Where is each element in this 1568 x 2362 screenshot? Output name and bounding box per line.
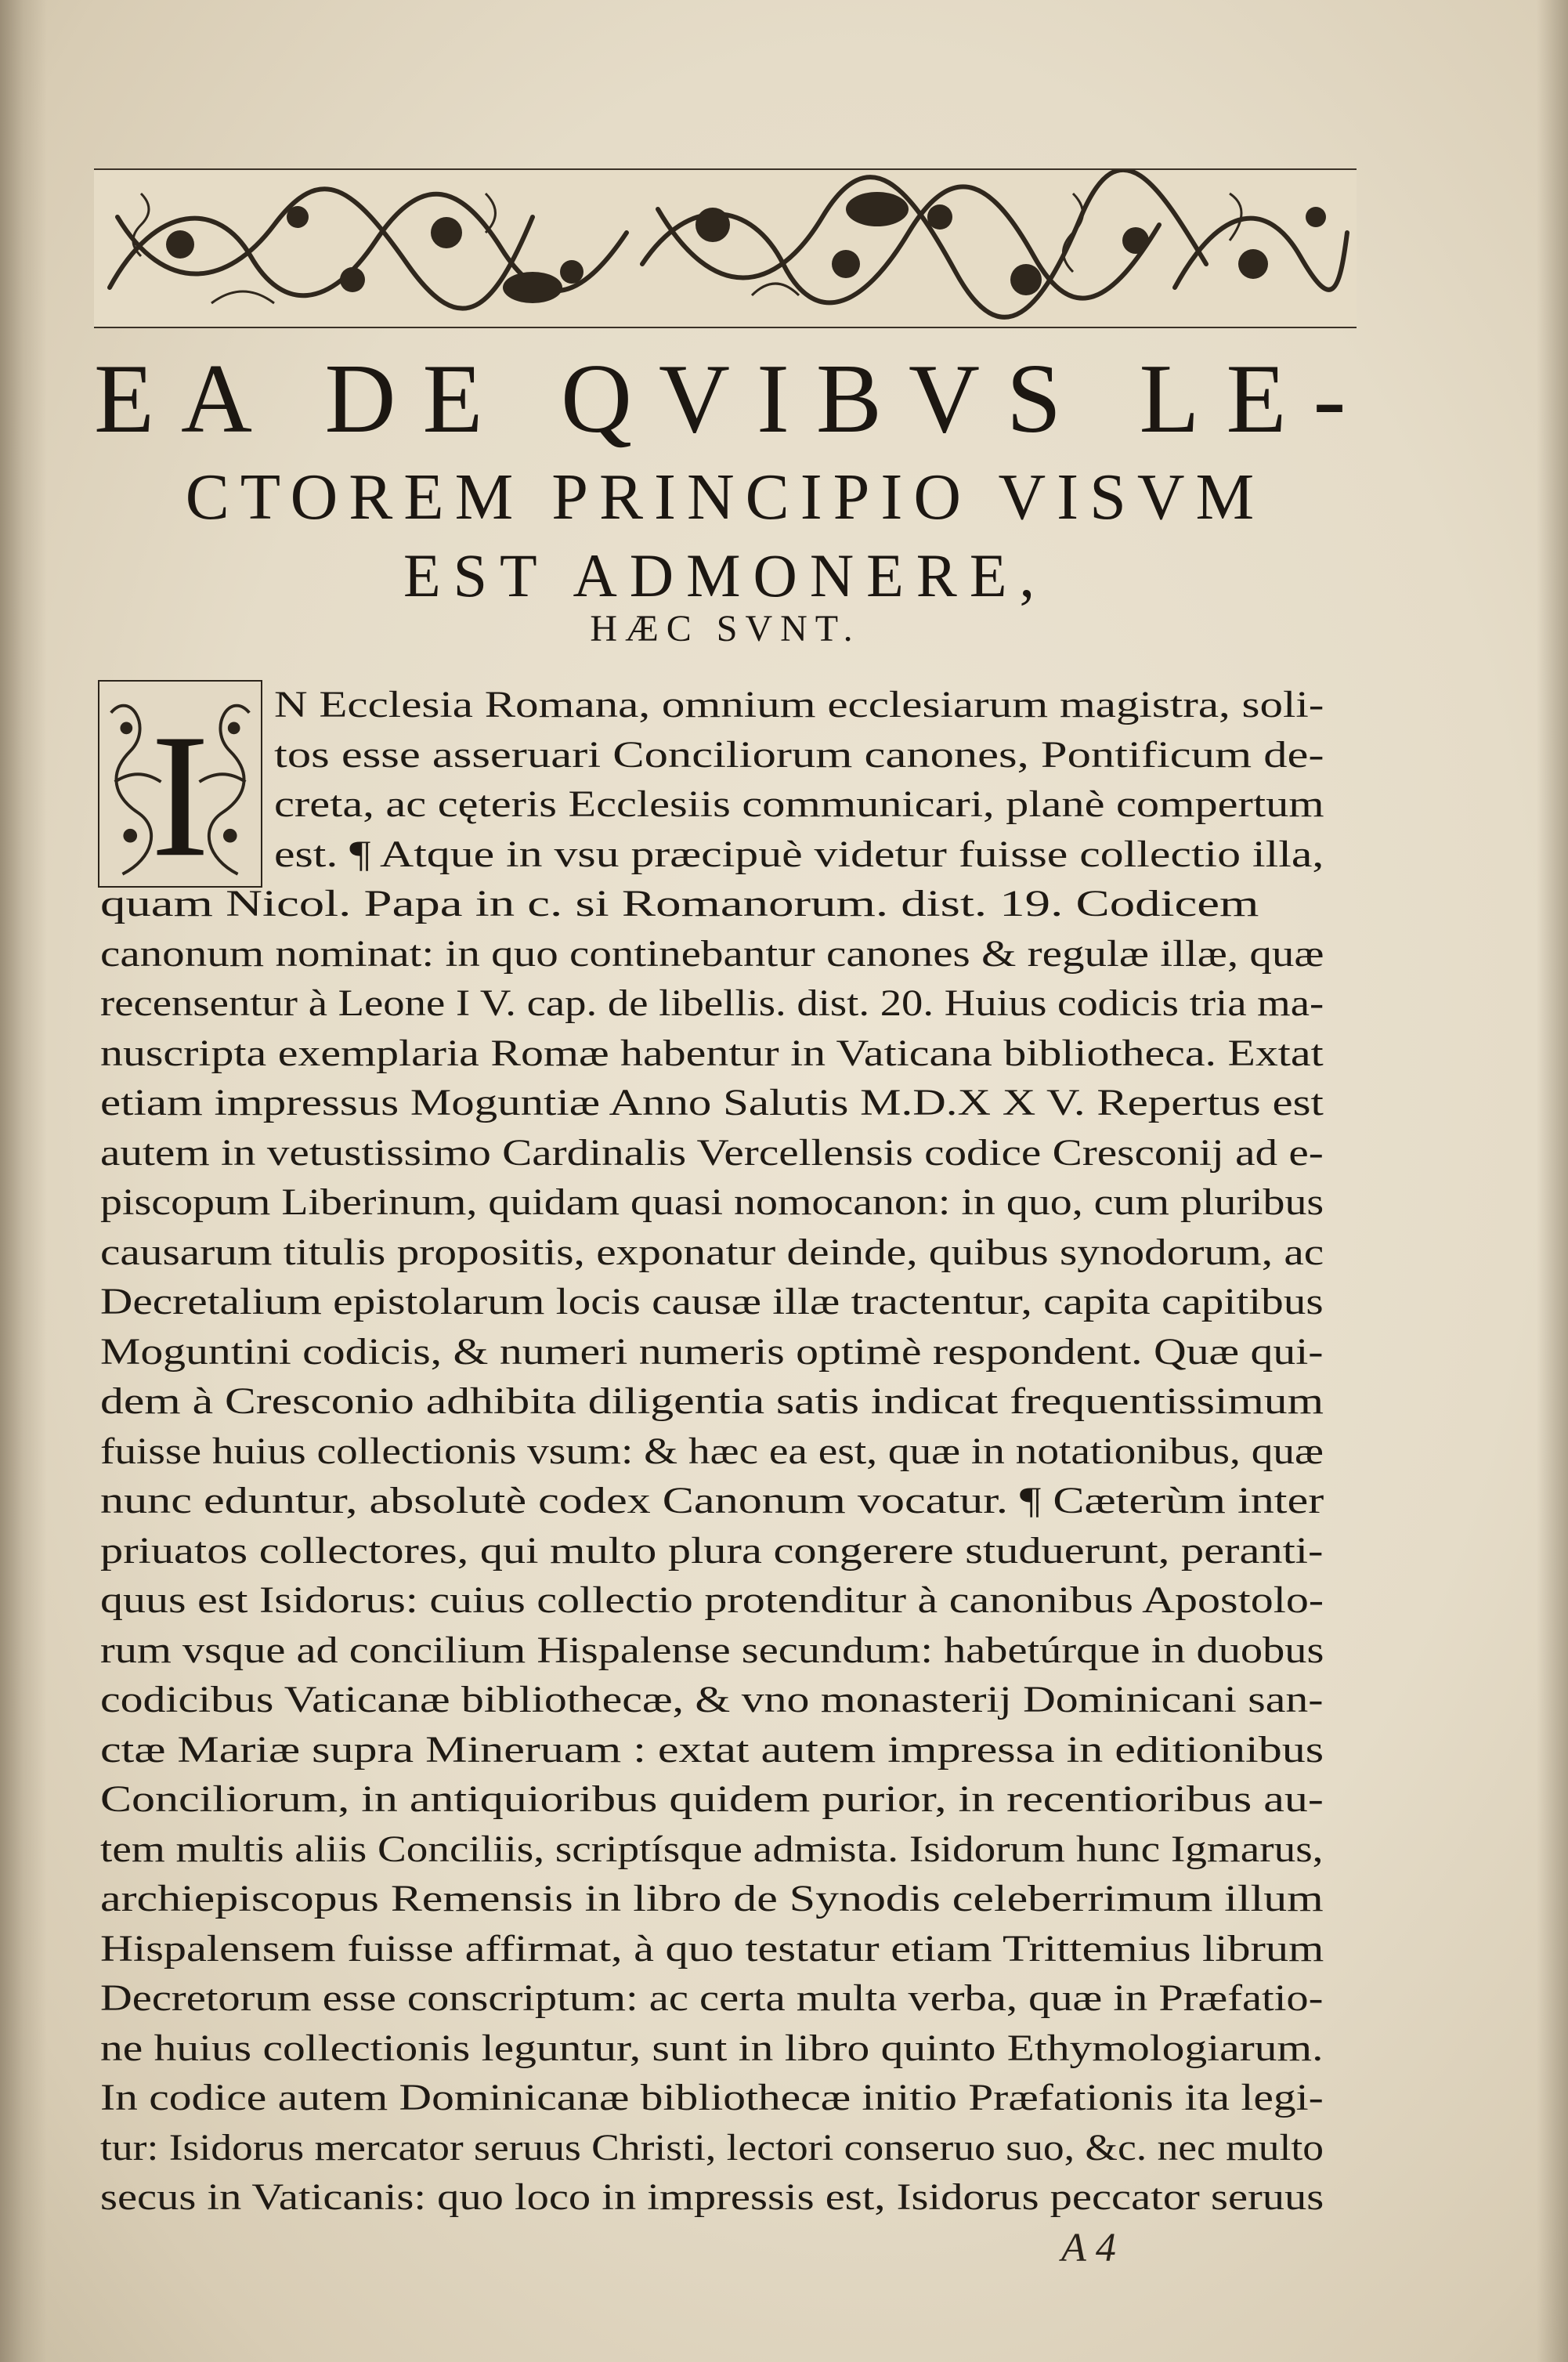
text-line: rum vsque ad concilium Hispalense secundum: habetúrque in duobus	[100, 1629, 1324, 1671]
woodcut-header-ornament	[94, 168, 1357, 328]
text-line: etiam impressus Moguntiæ Anno Salutis M.D.X X V. Repertus est	[100, 1082, 1324, 1123]
text-line: causarum titulis propositis, exponatur deinde, quibus synodorum, ac	[100, 1231, 1324, 1273]
initial-ornament-icon	[99, 682, 261, 886]
text-line: nuscripta exemplaria Romæ habentur in Vaticana bibliotheca. Extat	[100, 1032, 1324, 1074]
text-line: In codice autem Dominicanæ bibliothecæ initio Præfationis ita legi-	[100, 2077, 1324, 2118]
decorated-initial	[98, 680, 262, 888]
text-line: Decretalium epistolarum locis causæ illæ tractentur, capita capitibus	[100, 1281, 1324, 1322]
ornament-foliage-icon	[94, 170, 1357, 327]
text-line: quam Nicol. Papa in c. si Romanorum. dist. 19. Codicem	[100, 883, 1259, 924]
heading-line-3: EST ADMONERE,	[403, 541, 1047, 609]
text-line: ne huius collectionis leguntur, sunt in libro quinto Ethymologiarum.	[100, 2027, 1324, 2069]
text-line: priuatos collectores, qui multo plura congerere studuerunt, peranti-	[100, 1529, 1324, 1572]
text-line: recensentur à Leone I V. cap. de libellis. dist. 20. Huius codicis tria ma-	[100, 982, 1324, 1024]
text-line: dem à Cresconio adhibita diligentia satis indicat frequentissimum	[100, 1380, 1324, 1422]
heading-line-1: EA DE QVIBVS LE-	[94, 345, 1373, 454]
text-line: Decretorum esse conscriptum: ac certa multa verba, quæ in Præfatio-	[100, 1977, 1324, 2019]
text-line: Conciliorum, in antiquioribus quidem purior, in recentioribus au-	[100, 1778, 1324, 1820]
text-line: autem in vetustissimo Cardinalis Vercellensis codice Cresconij ad e-	[100, 1131, 1324, 1174]
text-line: archiepiscopus Remensis in libro de Synodis celeberrimum illum	[100, 1878, 1324, 1919]
heading-line-2: CTOREM PRINCIPIO VISVM	[185, 461, 1266, 534]
text-line: creta, ac cęteris Ecclesiis communicari, planè compertum	[274, 783, 1324, 825]
text-line: nunc eduntur, absolutè codex Canonum vocatur. ¶ Cæterùm inter	[100, 1480, 1324, 1521]
text-line: fuisse huius collectionis vsum: & hæc ea est, quæ in notationibus, quæ	[100, 1430, 1324, 1472]
text-line: tur: Isidorus mercator seruus Christi, lectori conseruo suo, &c. nec multo	[100, 2126, 1324, 2168]
edge-shadow	[1537, 0, 1568, 2362]
text-line: secus in Vaticanis: quo loco in impressis est, Isidorus peccator seruus	[100, 2176, 1324, 2218]
text-line: canonum nominat: in quo continebantur canones & regulæ illæ, quæ	[100, 932, 1324, 975]
text-line: est. ¶ Atque in vsu præcipuè videtur fuisse collectio illa,	[274, 833, 1324, 875]
text-line: Hispalensem fuisse affirmat, à quo testatur etiam Trittemius librum	[100, 1927, 1324, 1970]
signature-mark: A 4	[1061, 2226, 1116, 2270]
text-line: tem multis aliis Conciliis, scriptísque admista. Isidorum hunc Igmarus,	[100, 1828, 1324, 1870]
text-line: piscopum Liberinum, quidam quasi nomocanon: in quo, cum pluribus	[100, 1181, 1324, 1223]
text-line: N Ecclesia Romana, omnium ecclesiarum magistra, soli-	[274, 684, 1324, 725]
initial-letter: I	[150, 697, 210, 886]
heading-line-4: HÆC SVNT.	[590, 608, 861, 649]
text-line: tos esse asseruari Conciliorum canones, Pontificum de-	[274, 733, 1324, 776]
text-line: codicibus Vaticanæ bibliothecæ, & vno monasterij Dominicani san-	[100, 1679, 1324, 1720]
text-line: quus est Isidorus: cuius collectio protenditur à canonibus Apostolo-	[100, 1579, 1324, 1621]
text-line: Moguntini codicis, & numeri numeris optimè respondent. Quæ qui-	[100, 1330, 1324, 1373]
text-line: ctæ Mariæ supra Mineruam : extat autem impressa in editionibus	[100, 1728, 1324, 1771]
gutter-shadow	[0, 0, 47, 2362]
